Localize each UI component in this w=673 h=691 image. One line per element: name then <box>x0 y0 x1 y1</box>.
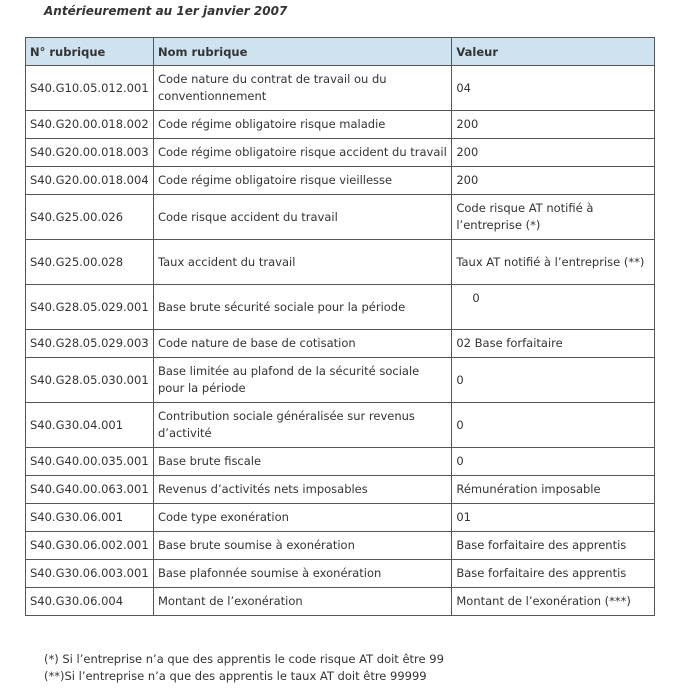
cell-name: Base limitée au plafond de la sécurité sociale pour la période <box>153 358 451 403</box>
footnote: (**)Si l’entreprise n’a que des apprentis le taux AT doit être 99999 <box>44 669 427 683</box>
cell-name: Code type exonération <box>153 504 451 532</box>
cell-name: Code risque accident du travail <box>153 195 451 240</box>
table-row <box>26 285 655 330</box>
header-nom: Nom rubrique <box>153 38 451 66</box>
cell-value: 0 <box>452 403 655 448</box>
cell-value: Code risque AT notifié à l’entreprise (*) <box>452 195 655 240</box>
table-row <box>26 532 655 560</box>
cell-code: S40.G28.05.030.001 <box>26 358 154 403</box>
cell-name: Code régime obligatoire risque maladie <box>153 111 451 139</box>
cell-value: 0 <box>452 448 655 476</box>
table-row <box>26 167 655 195</box>
header-valeur: Valeur <box>452 38 655 66</box>
cell-code: S40.G30.04.001 <box>26 403 154 448</box>
table-row <box>26 504 655 532</box>
table-row <box>26 195 655 240</box>
section-title: Antérieurement au 1er janvier 2007 <box>44 4 288 18</box>
cell-code: S40.G10.05.012.001 <box>26 66 154 111</box>
table-row <box>26 403 655 448</box>
footnote: (*) Si l’entreprise n’a que des apprentis le code risque AT doit être 99 <box>44 652 444 666</box>
table-row <box>26 111 655 139</box>
table-row <box>26 358 655 403</box>
cell-name: Base plafonnée soumise à exonération <box>153 560 451 588</box>
cell-value: Base forfaitaire des apprentis <box>452 560 655 588</box>
cell-code: S40.G25.00.028 <box>26 240 154 285</box>
table-row <box>26 240 655 285</box>
cell-name: Base brute fiscale <box>153 448 451 476</box>
cell-code: S40.G30.06.004 <box>26 588 154 616</box>
cell-value: 02 Base forfaitaire <box>452 330 655 358</box>
table-row <box>26 560 655 588</box>
cell-value: 04 <box>452 66 655 111</box>
cell-code: S40.G40.00.063.001 <box>26 476 154 504</box>
cell-code: S40.G30.06.003.001 <box>26 560 154 588</box>
cell-code: S40.G40.00.035.001 <box>26 448 154 476</box>
table-row <box>26 448 655 476</box>
cell-value: Base forfaitaire des apprentis <box>452 532 655 560</box>
cell-code: S40.G30.06.002.001 <box>26 532 154 560</box>
table-row <box>26 588 655 616</box>
header-numero: N° rubrique <box>26 38 154 66</box>
cell-value: 200 <box>452 167 655 195</box>
cell-name: Taux accident du travail <box>153 240 451 285</box>
cell-name: Code régime obligatoire risque vieillesse <box>153 167 451 195</box>
cell-name: Base brute sécurité sociale pour la période <box>153 285 451 330</box>
cell-code: S40.G20.00.018.004 <box>26 167 154 195</box>
cell-code: S40.G30.06.001 <box>26 504 154 532</box>
cell-code: S40.G28.05.029.001 <box>26 285 154 330</box>
cell-value: 200 <box>452 139 655 167</box>
cell-code: S40.G28.05.029.003 <box>26 330 154 358</box>
rubrique-table <box>25 37 655 616</box>
cell-value: Taux AT notifié à l’entreprise (**) <box>452 240 655 285</box>
table-row <box>26 66 655 111</box>
cell-value: Rémunération imposable <box>452 476 655 504</box>
table-row <box>26 330 655 358</box>
cell-name: Code nature de base de cotisation <box>153 330 451 358</box>
cell-name: Montant de l’exonération <box>153 588 451 616</box>
cell-value: Montant de l’exonération (***) <box>452 588 655 616</box>
cell-name: Base brute soumise à exonération <box>153 532 451 560</box>
cell-name: Contribution sociale généralisée sur revenus d’activité <box>153 403 451 448</box>
cell-name: Code nature du contrat de travail ou du conventionnement <box>153 66 451 111</box>
cell-value: 0 <box>452 358 655 403</box>
footnotes <box>44 651 444 685</box>
table-row <box>26 139 655 167</box>
cell-value: 200 <box>452 111 655 139</box>
cell-value: 0 <box>452 285 655 330</box>
cell-code: S40.G20.00.018.003 <box>26 139 154 167</box>
cell-name: Revenus d’activités nets imposables <box>153 476 451 504</box>
table-row <box>26 476 655 504</box>
cell-name: Code régime obligatoire risque accident du travail <box>153 139 451 167</box>
cell-code: S40.G20.00.018.002 <box>26 111 154 139</box>
table-header-row <box>26 38 655 66</box>
cell-code: S40.G25.00.026 <box>26 195 154 240</box>
cell-value: 01 <box>452 504 655 532</box>
